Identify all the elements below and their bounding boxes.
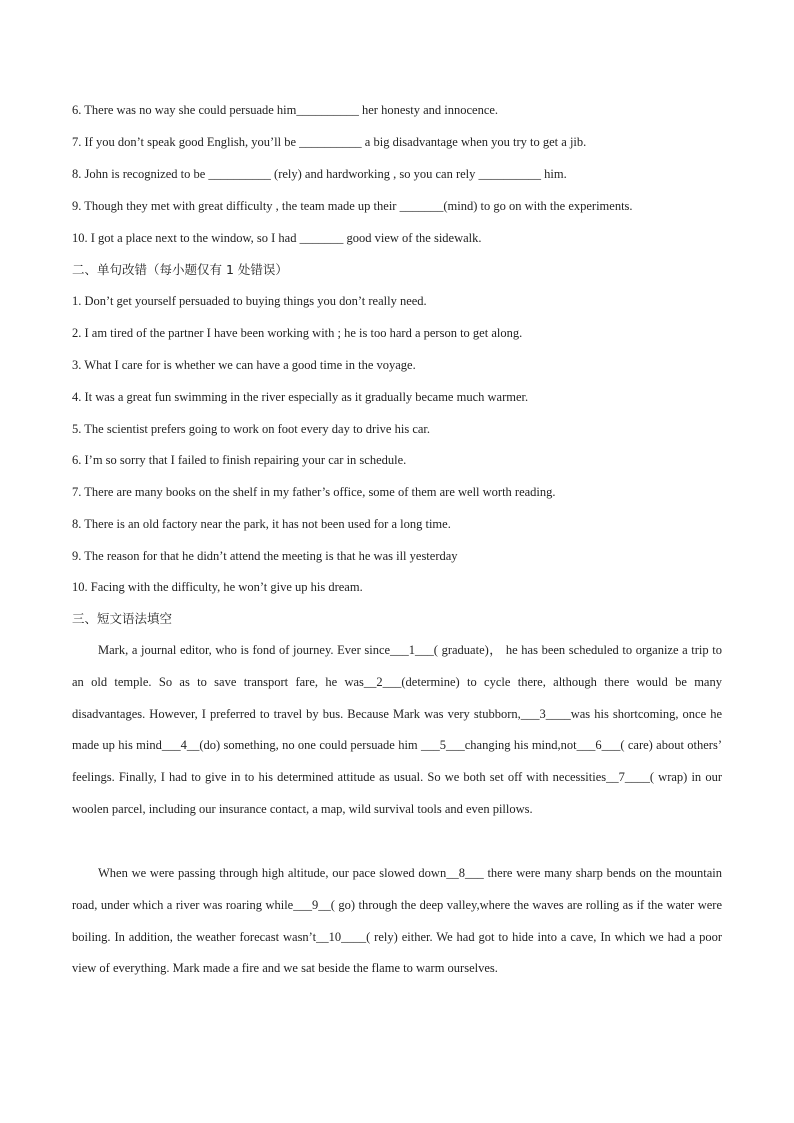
correction-item-5: 5. The scientist prefers going to work on foot every day to drive his car. bbox=[72, 422, 431, 436]
section-heading-grammar-fill: 三、短文语法填空 bbox=[72, 611, 173, 626]
correction-item-9: 9. The reason for that he didn’t attend the meeting is that he was ill yesterday bbox=[72, 549, 458, 563]
passage-paragraph-1: Mark, a journal editor, who is fond of journey. Ever since___1___( graduate)， he has been scheduled to organize a trip to an old temple. So as to save transport fare, he was__2___(determine) to cycle there, although there would be many disadvantages. However, I preferred to travel by bus. Because Mark was very stubborn,___3____was his shortcoming, once he made up his mind___4__(do) something, no one could persuade him ___5___changing his mind,not___6___( care) about others’ feelings. Finally, I had to give in to his determined attitude as usual. So we both set off with necessities__7____( wrap) in our woolen parcel, including our insurance contact, a map, wild survival tools and even pillows. bbox=[72, 643, 722, 816]
correction-item-7: 7. There are many books on the shelf in my father’s office, some of them are well worth reading. bbox=[72, 485, 556, 499]
correction-item-3: 3. What I care for is whether we can have a good time in the voyage. bbox=[72, 358, 416, 372]
section-heading-error-correction: 二、单句改错（每小题仅有 1 处错误） bbox=[72, 262, 288, 277]
exercise-item-6: 6. There was no way she could persuade him__________ her honesty and innocence. bbox=[72, 103, 499, 117]
correction-item-10: 10. Facing with the difficulty, he won’t give up his dream. bbox=[72, 580, 363, 594]
exercise-item-10: 10. I got a place next to the window, so I had _______ good view of the sidewalk. bbox=[72, 231, 482, 245]
correction-item-8: 8. There is an old factory near the park, it has not been used for a long time. bbox=[72, 517, 451, 531]
correction-item-2: 2. I am tired of the partner I have been working with ; he is too hard a person to get along. bbox=[72, 326, 523, 340]
exercise-item-7: 7. If you don’t speak good English, you’ll be __________ a big disadvantage when you try to get a jib. bbox=[72, 135, 587, 149]
passage-paragraph-2: When we were passing through high altitude, our pace slowed down__8___ there were many sharp bends on the mountain road, under which a river was roaring while___9__( go) through the deep valley,where the waves are rolling as if the water were boiling. In addition, the weather forecast wasn’t__10____( rely) either. We had got to hide into a cave, In which we had a poor view of everything. Mark made a fire and we sat beside the flame to warm ourselves. bbox=[72, 866, 722, 976]
exercise-item-8: 8. John is recognized to be __________ (rely) and hardworking , so you can rely __________ him. bbox=[72, 167, 567, 181]
correction-item-4: 4. It was a great fun swimming in the river especially as it gradually became much warmer. bbox=[72, 390, 529, 404]
correction-item-6: 6. I’m so sorry that I failed to finish repairing your car in schedule. bbox=[72, 453, 407, 467]
correction-item-1: 1. Don’t get yourself persuaded to buying things you don’t really need. bbox=[72, 294, 427, 308]
exercise-item-9: 9. Though they met with great difficulty , the team made up their _______(mind) to go on with the experiments. bbox=[72, 199, 633, 213]
